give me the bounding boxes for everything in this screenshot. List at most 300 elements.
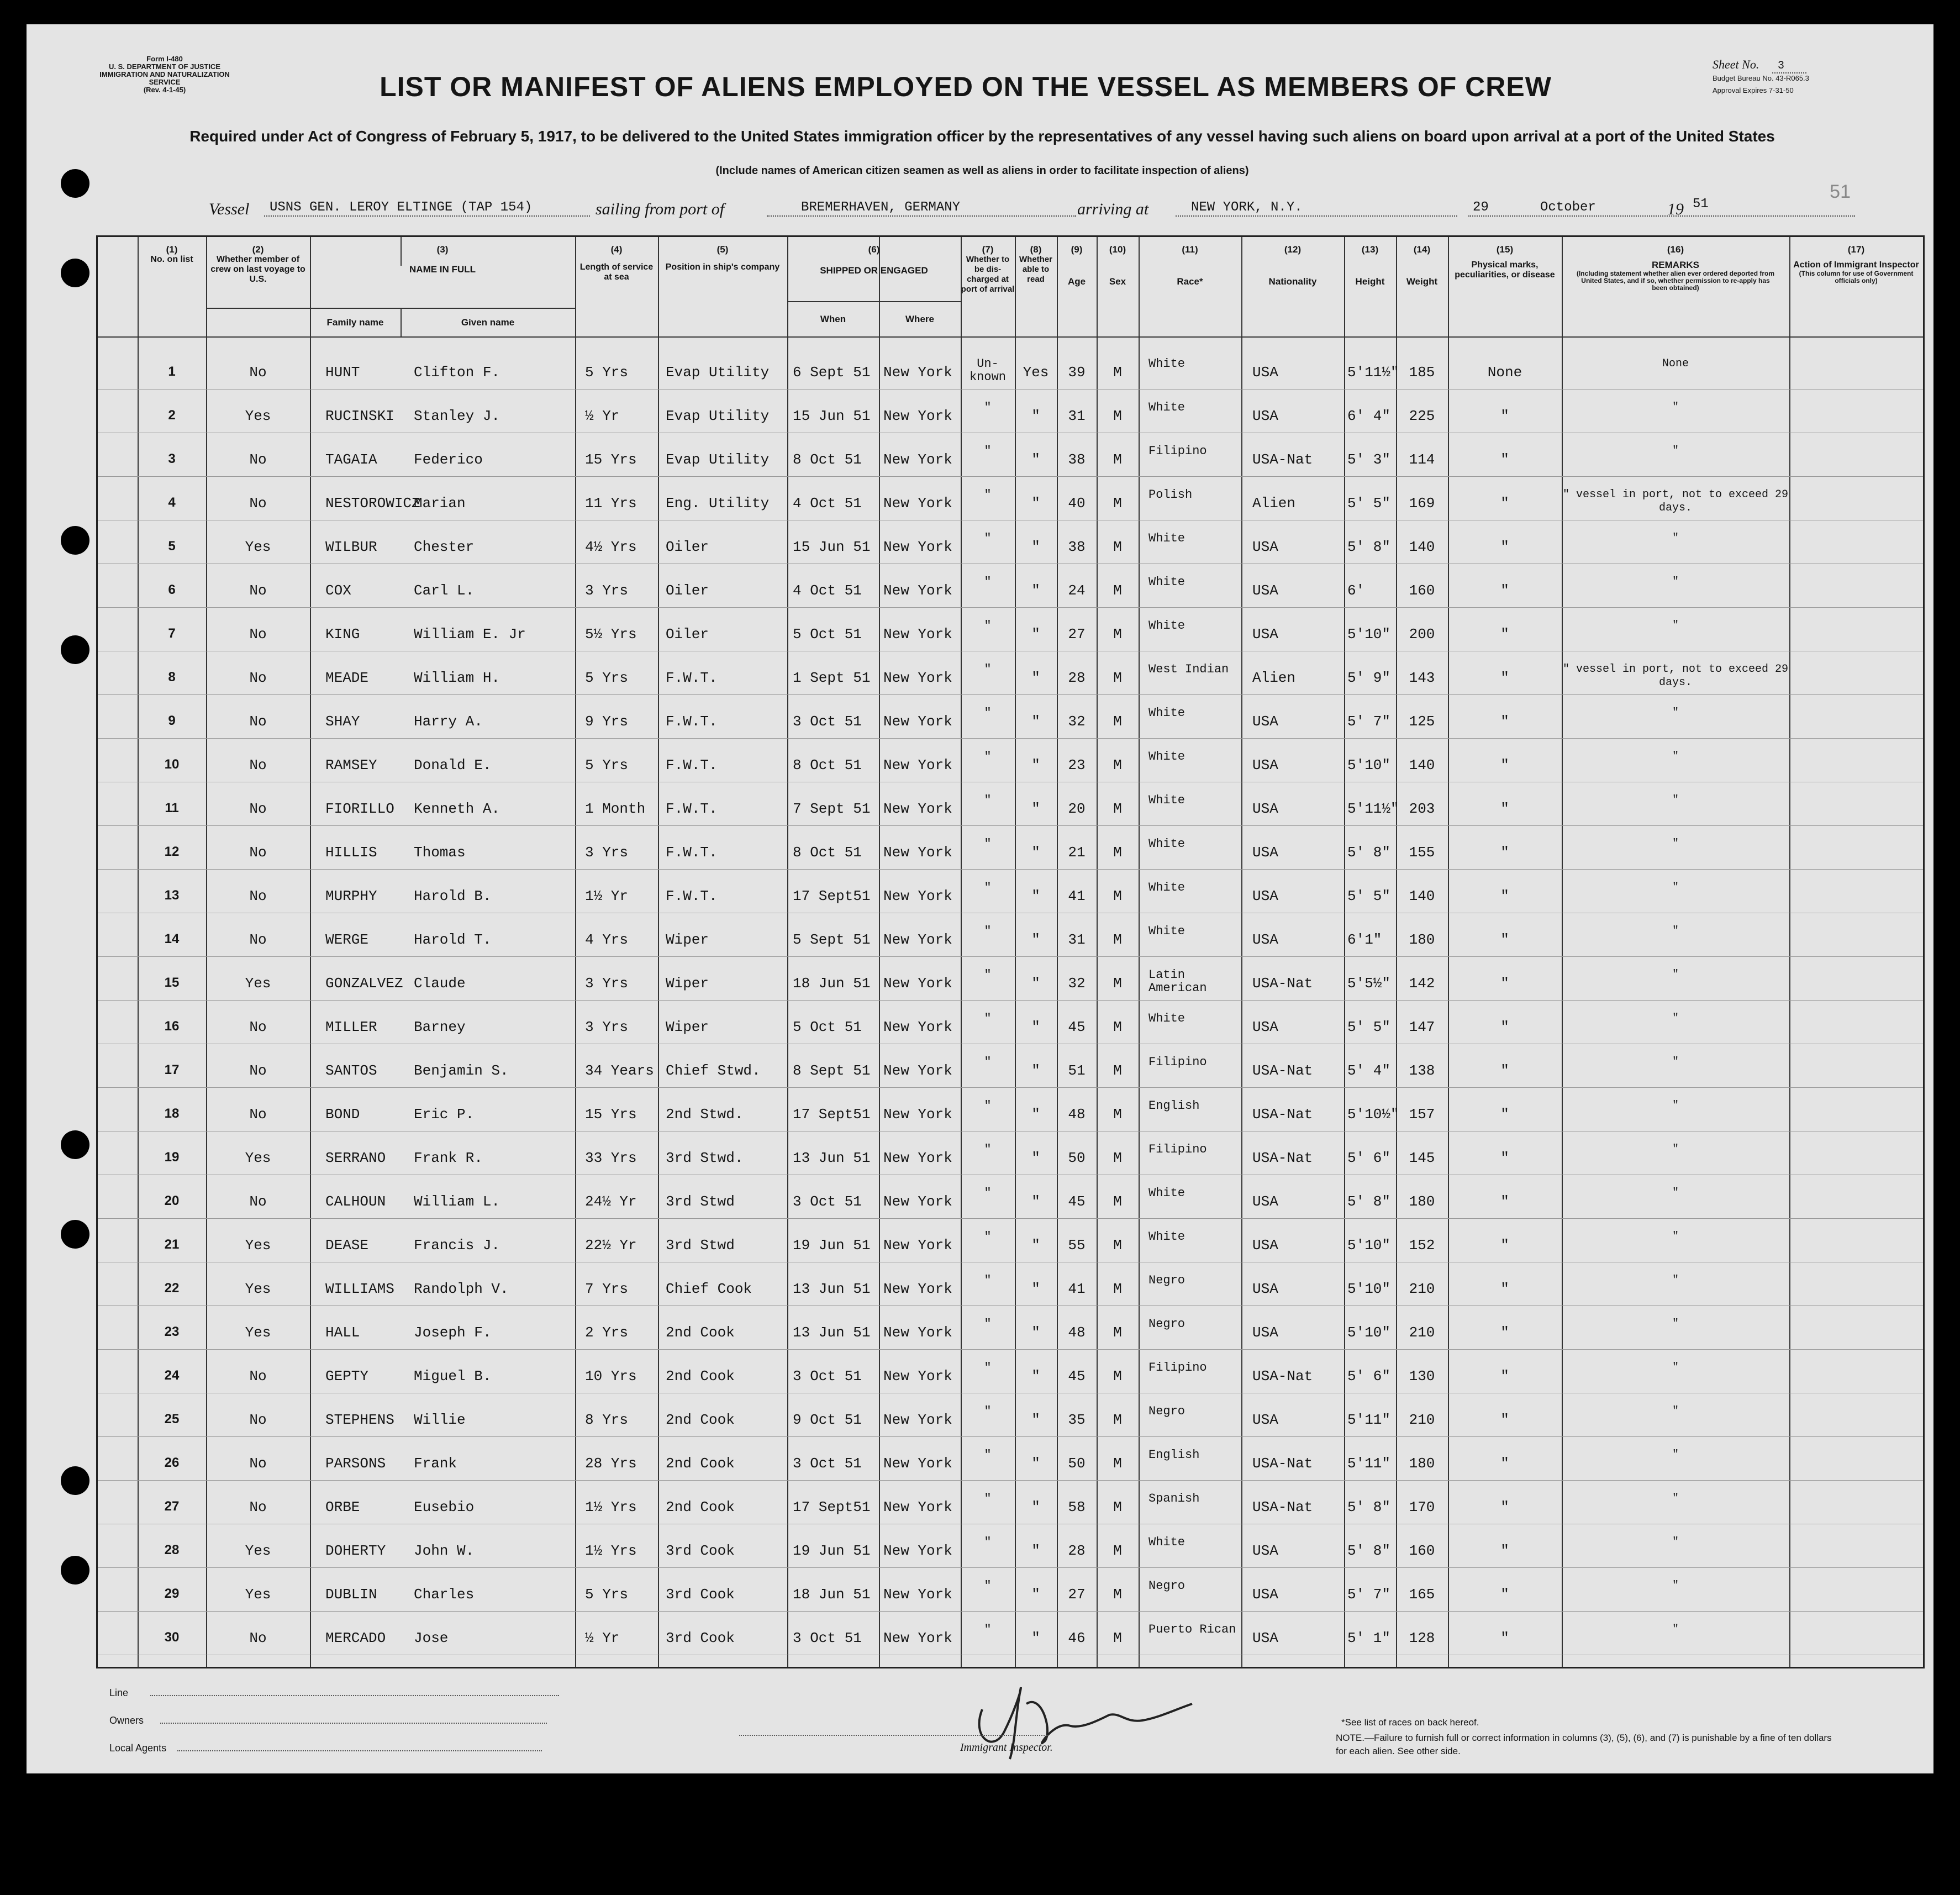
cell-height: 5' 8" bbox=[1347, 1193, 1391, 1210]
races-note: *See list of races on back hereof. bbox=[1341, 1717, 1479, 1728]
cell-given: William E. Jr bbox=[414, 626, 526, 643]
cell-given: Barney bbox=[414, 1019, 466, 1035]
punch-hole bbox=[61, 169, 89, 198]
cell-no: 13 bbox=[164, 888, 180, 903]
cell-disch: " bbox=[984, 1623, 992, 1636]
cell-height: 5'10" bbox=[1347, 1281, 1391, 1297]
cell-where: New York bbox=[883, 495, 952, 512]
cell-service: 1 Month bbox=[585, 801, 646, 817]
fine-note: NOTE.—Failure to furnish full or correct information in columns (3), (5), (6), and (7) is punishable by a fine of ten dollars for each alien. See other side. bbox=[1336, 1733, 1832, 1756]
cell-position: 3rd Cook bbox=[666, 1586, 735, 1603]
cell-no: 20 bbox=[164, 1193, 180, 1208]
cell-prev: Yes bbox=[245, 1237, 271, 1254]
cell-race: White bbox=[1148, 575, 1186, 589]
col-header-nationality: (12) Nationality bbox=[1268, 244, 1317, 287]
cell-prev: Yes bbox=[245, 1150, 271, 1166]
cell-when: 5 Oct 51 bbox=[793, 1019, 862, 1035]
cell-marks: " bbox=[1500, 1455, 1509, 1472]
cell-weight: 157 bbox=[1409, 1106, 1435, 1123]
cell-age: 28 bbox=[1068, 1543, 1086, 1559]
inspector-signature bbox=[960, 1671, 1198, 1770]
cell-weight: 140 bbox=[1409, 888, 1435, 904]
cell-disch: " bbox=[984, 575, 992, 589]
cell-remarks: " bbox=[1672, 619, 1679, 632]
cell-prev: No bbox=[249, 888, 267, 904]
cell-position: 3rd Stwd bbox=[666, 1237, 735, 1254]
cell-sex: M bbox=[1113, 539, 1122, 555]
cell-prev: No bbox=[249, 495, 267, 512]
cell-sex: M bbox=[1113, 931, 1122, 948]
cell-age: 24 bbox=[1068, 582, 1086, 599]
sheet-label: Sheet No. bbox=[1713, 57, 1759, 71]
cell-read: " bbox=[1031, 1019, 1040, 1035]
cell-sex: M bbox=[1113, 451, 1122, 468]
cell-race: Negro bbox=[1148, 1404, 1186, 1418]
cell-family: NESTOROWICZ bbox=[325, 495, 420, 512]
cell-remarks: " bbox=[1672, 1012, 1679, 1025]
cell-age: 20 bbox=[1068, 801, 1086, 817]
cell-height: 5' 1" bbox=[1347, 1630, 1391, 1646]
cell-where: New York bbox=[883, 670, 952, 686]
cell-position: Evap Utility bbox=[666, 364, 770, 381]
cell-sex: M bbox=[1113, 1499, 1122, 1515]
cell-weight: 225 bbox=[1409, 408, 1435, 424]
cell-service: 8 Yrs bbox=[585, 1412, 629, 1428]
cell-race: White bbox=[1148, 357, 1186, 371]
col-header-read: (8) Whether able to read bbox=[1019, 244, 1052, 284]
cell-given: Frank R. bbox=[414, 1150, 483, 1166]
cell-height: 5'11½" bbox=[1347, 801, 1399, 817]
cell-position: 2nd Cook bbox=[666, 1368, 735, 1385]
cell-disch: " bbox=[984, 793, 992, 807]
cell-remarks: " vessel in port, not to exceed 29 days. bbox=[1562, 663, 1789, 689]
cell-weight: 130 bbox=[1409, 1368, 1435, 1385]
cell-prev: Yes bbox=[245, 408, 271, 424]
cell-remarks: " bbox=[1672, 707, 1679, 719]
punch-hole bbox=[61, 1466, 89, 1495]
cell-where: New York bbox=[883, 539, 952, 555]
cell-remarks: " bbox=[1672, 1536, 1679, 1549]
cell-position: Wiper bbox=[666, 975, 709, 992]
inspector-line bbox=[739, 1735, 1049, 1736]
cell-prev: Yes bbox=[245, 1281, 271, 1297]
cell-disch: " bbox=[984, 1012, 992, 1025]
cell-age: 32 bbox=[1068, 975, 1086, 992]
cell-read: " bbox=[1031, 1193, 1040, 1210]
cell-where: New York bbox=[883, 1237, 952, 1254]
cell-marks: " bbox=[1500, 1281, 1509, 1297]
cell-when: 9 Oct 51 bbox=[793, 1412, 862, 1428]
cell-sex: M bbox=[1113, 582, 1122, 599]
cell-age: 38 bbox=[1068, 539, 1086, 555]
form-rev: (Rev. 4-1-45) bbox=[143, 86, 186, 94]
cell-disch: " bbox=[984, 444, 992, 458]
cell-where: New York bbox=[883, 1586, 952, 1603]
col-header-weight: (14) Weight bbox=[1406, 244, 1438, 287]
cell-sex: M bbox=[1113, 713, 1122, 730]
cell-age: 46 bbox=[1068, 1630, 1086, 1646]
cell-weight: 125 bbox=[1409, 713, 1435, 730]
cell-sex: M bbox=[1113, 801, 1122, 817]
cell-nat: USA bbox=[1252, 1237, 1278, 1254]
cell-when: 5 Sept 51 bbox=[793, 931, 871, 948]
cell-age: 27 bbox=[1068, 626, 1086, 643]
cell-race: Spanish bbox=[1148, 1492, 1200, 1506]
cell-where: New York bbox=[883, 1543, 952, 1559]
cell-service: 4½ Yrs bbox=[585, 539, 637, 555]
cell-sex: M bbox=[1113, 757, 1122, 773]
cell-age: 50 bbox=[1068, 1150, 1086, 1166]
cell-weight: 155 bbox=[1409, 844, 1435, 861]
cell-disch: " bbox=[984, 1143, 992, 1156]
cell-service: 22½ Yr bbox=[585, 1237, 637, 1254]
cell-where: New York bbox=[883, 582, 952, 599]
cell-given: Clifton F. bbox=[414, 364, 500, 381]
cell-nat: USA bbox=[1252, 408, 1278, 424]
cell-weight: 170 bbox=[1409, 1499, 1435, 1515]
cell-when: 18 Jun 51 bbox=[793, 975, 871, 992]
cell-position: F.W.T. bbox=[666, 713, 718, 730]
cell-age: 55 bbox=[1068, 1237, 1086, 1254]
cell-nat: USA-Nat bbox=[1252, 451, 1313, 468]
cell-service: 1½ Yr bbox=[585, 888, 629, 904]
cell-race: West Indian bbox=[1148, 662, 1229, 676]
cell-position: Oiler bbox=[666, 582, 709, 599]
cell-disch: " bbox=[984, 1535, 992, 1549]
cell-marks: " bbox=[1500, 1630, 1509, 1646]
cell-weight: 160 bbox=[1409, 1543, 1435, 1559]
cell-service: ½ Yr bbox=[585, 408, 620, 424]
cell-when: 13 Jun 51 bbox=[793, 1324, 871, 1341]
cell-given: Benjamin S. bbox=[414, 1062, 509, 1079]
cell-no: 2 bbox=[168, 408, 176, 423]
cell-when: 15 Jun 51 bbox=[793, 539, 871, 555]
cell-weight: 152 bbox=[1409, 1237, 1435, 1254]
cell-when: 4 Oct 51 bbox=[793, 495, 862, 512]
cell-height: 5'10" bbox=[1347, 626, 1391, 643]
cell-nat: USA-Nat bbox=[1252, 975, 1313, 992]
cell-service: 5 Yrs bbox=[585, 364, 629, 381]
cell-disch: Un-known bbox=[969, 357, 1006, 384]
cell-height: 5' 5" bbox=[1347, 1019, 1391, 1035]
cell-no: 9 bbox=[168, 713, 176, 728]
cell-family: HILLIS bbox=[325, 844, 377, 861]
cell-sex: M bbox=[1113, 975, 1122, 992]
cell-weight: 180 bbox=[1409, 1193, 1435, 1210]
cell-race: White bbox=[1148, 1186, 1186, 1200]
cell-given: Francis J. bbox=[414, 1237, 500, 1254]
cell-marks: " bbox=[1500, 670, 1509, 686]
cell-given: Joseph F. bbox=[414, 1324, 492, 1341]
cell-height: 5' 6" bbox=[1347, 1150, 1391, 1166]
cell-disch: " bbox=[984, 1579, 992, 1593]
cell-service: 1½ Yrs bbox=[585, 1499, 637, 1515]
cell-family: WERGE bbox=[325, 931, 369, 948]
voyage-line bbox=[209, 197, 1811, 225]
cell-weight: 165 bbox=[1409, 1586, 1435, 1603]
cell-given: John W. bbox=[414, 1543, 475, 1559]
col-header-remarks: (16) REMARKS (Including statement whether alien ever ordered deported from United States, and if so, whether permission to re-apply has been obtained) bbox=[1576, 244, 1775, 292]
cell-age: 41 bbox=[1068, 1281, 1086, 1297]
cell-prev: No bbox=[249, 1368, 267, 1385]
cell-position: 3rd Cook bbox=[666, 1543, 735, 1559]
cell-family: SERRANO bbox=[325, 1150, 386, 1166]
cell-service: 15 Yrs bbox=[585, 451, 637, 468]
cell-disch: " bbox=[984, 531, 992, 545]
cell-nat: USA-Nat bbox=[1252, 1368, 1313, 1385]
cell-age: 21 bbox=[1068, 844, 1086, 861]
cell-height: 5' 6" bbox=[1347, 1368, 1391, 1385]
cell-position: F.W.T. bbox=[666, 844, 718, 861]
cell-when: 19 Jun 51 bbox=[793, 1237, 871, 1254]
cell-when: 13 Jun 51 bbox=[793, 1281, 871, 1297]
cell-race: White bbox=[1148, 1230, 1186, 1244]
cell-remarks: " bbox=[1672, 1143, 1679, 1156]
cell-where: New York bbox=[883, 408, 952, 424]
cell-disch: " bbox=[984, 1186, 992, 1200]
cell-race: White bbox=[1148, 1012, 1186, 1025]
cell-remarks: " bbox=[1672, 1405, 1679, 1418]
cell-no: 29 bbox=[164, 1586, 180, 1601]
col-header-when: When bbox=[820, 314, 846, 324]
subnote: (Include names of American citizen seamen as well as aliens in order to facilitate inspection of aliens) bbox=[715, 165, 1249, 177]
cell-remarks: " bbox=[1672, 1361, 1679, 1374]
cell-prev: Yes bbox=[245, 539, 271, 555]
cell-marks: " bbox=[1500, 931, 1509, 948]
cell-height: 5' 5" bbox=[1347, 495, 1391, 512]
cell-prev: No bbox=[249, 1412, 267, 1428]
cell-nat: USA bbox=[1252, 626, 1278, 643]
punch-hole bbox=[61, 1220, 89, 1249]
cell-height: 5'10½" bbox=[1347, 1106, 1399, 1123]
cell-family: DOHERTY bbox=[325, 1543, 386, 1559]
cell-read: " bbox=[1031, 582, 1040, 599]
cell-position: 2nd Cook bbox=[666, 1412, 735, 1428]
cell-age: 45 bbox=[1068, 1019, 1086, 1035]
cell-service: 9 Yrs bbox=[585, 713, 629, 730]
cell-where: New York bbox=[883, 1368, 952, 1385]
cell-when: 8 Sept 51 bbox=[793, 1062, 871, 1079]
cell-disch: " bbox=[984, 881, 992, 894]
cell-where: New York bbox=[883, 713, 952, 730]
cell-given: Eric P. bbox=[414, 1106, 475, 1123]
cell-where: New York bbox=[883, 1019, 952, 1035]
col-header-shipped: (6) SHIPPED OR ENGAGED bbox=[820, 244, 928, 276]
cell-nat: USA bbox=[1252, 757, 1278, 773]
cell-marks: " bbox=[1500, 1062, 1509, 1079]
cell-given: Kenneth A. bbox=[414, 801, 500, 817]
cell-disch: " bbox=[984, 968, 992, 982]
cell-position: 2nd Cook bbox=[666, 1455, 735, 1472]
cell-family: HALL bbox=[325, 1324, 360, 1341]
cell-weight: 140 bbox=[1409, 757, 1435, 773]
cell-prev: Yes bbox=[245, 1586, 271, 1603]
cell-read: " bbox=[1031, 1237, 1040, 1254]
cell-prev: No bbox=[249, 626, 267, 643]
cell-when: 7 Sept 51 bbox=[793, 801, 871, 817]
cell-when: 17 Sept51 bbox=[793, 1106, 871, 1123]
cell-where: New York bbox=[883, 1150, 952, 1166]
cell-family: DUBLIN bbox=[325, 1586, 377, 1603]
cell-read: " bbox=[1031, 975, 1040, 992]
cell-family: SANTOS bbox=[325, 1062, 377, 1079]
cell-age: 45 bbox=[1068, 1368, 1086, 1385]
cell-height: 5'10" bbox=[1347, 757, 1391, 773]
cell-service: 3 Yrs bbox=[585, 844, 629, 861]
cell-disch: " bbox=[984, 1055, 992, 1069]
cell-service: 5 Yrs bbox=[585, 757, 629, 773]
cell-read: " bbox=[1031, 1150, 1040, 1166]
cell-height: 5'11" bbox=[1347, 1455, 1391, 1472]
cell-nat: USA bbox=[1252, 364, 1278, 381]
cell-prev: No bbox=[249, 582, 267, 599]
punch-hole bbox=[61, 259, 89, 287]
cell-remarks: " bbox=[1672, 576, 1679, 588]
cell-marks: " bbox=[1500, 1106, 1509, 1123]
cell-service: 10 Yrs bbox=[585, 1368, 637, 1385]
budget-bureau: Budget Bureau No. 43-R065.3 bbox=[1713, 74, 1809, 82]
cell-read: Yes bbox=[1023, 364, 1049, 381]
inspector-label: Immigrant Inspector. bbox=[960, 1741, 1053, 1754]
form-identifier bbox=[93, 55, 236, 94]
cell-prev: No bbox=[249, 1062, 267, 1079]
cell-no: 15 bbox=[164, 975, 180, 990]
cell-age: 27 bbox=[1068, 1586, 1086, 1603]
cell-height: 5'11" bbox=[1347, 1412, 1391, 1428]
cell-race: White bbox=[1148, 706, 1186, 720]
cell-given: Jose bbox=[414, 1630, 449, 1646]
cell-remarks: " bbox=[1672, 881, 1679, 894]
arriving-label: arriving at bbox=[1077, 200, 1149, 218]
cell-prev: No bbox=[249, 931, 267, 948]
cell-sex: M bbox=[1113, 626, 1122, 643]
cell-read: " bbox=[1031, 1499, 1040, 1515]
cell-family: COX bbox=[325, 582, 351, 599]
cell-read: " bbox=[1031, 539, 1040, 555]
cell-prev: No bbox=[249, 757, 267, 773]
cell-age: 41 bbox=[1068, 888, 1086, 904]
cell-disch: " bbox=[984, 1404, 992, 1418]
cell-sex: M bbox=[1113, 1150, 1122, 1166]
cell-given: Harold B. bbox=[414, 888, 492, 904]
cell-race: Filipino bbox=[1148, 1055, 1207, 1069]
cell-sex: M bbox=[1113, 1281, 1122, 1297]
cell-no: 1 bbox=[168, 364, 176, 379]
cell-where: New York bbox=[883, 1412, 952, 1428]
cell-marks: " bbox=[1500, 1193, 1509, 1210]
cell-family: PARSONS bbox=[325, 1455, 386, 1472]
cell-no: 23 bbox=[164, 1324, 180, 1339]
form-service: IMMIGRATION AND NATURALIZATION SERVICE bbox=[99, 70, 230, 86]
cell-service: 33 Yrs bbox=[585, 1150, 637, 1166]
cell-when: 6 Sept 51 bbox=[793, 364, 871, 381]
cell-remarks: " bbox=[1672, 838, 1679, 850]
cell-remarks: " bbox=[1672, 1230, 1679, 1243]
cell-marks: " bbox=[1500, 1324, 1509, 1341]
cell-given: Randolph V. bbox=[414, 1281, 509, 1297]
cell-read: " bbox=[1031, 1106, 1040, 1123]
cell-service: ½ Yr bbox=[585, 1630, 620, 1646]
subtitle: Required under Act of Congress of February 5, 1917, to be delivered to the United States immigration officer by the representatives of any vessel having such aliens on board upon arrival at a port of the United States bbox=[189, 128, 1775, 145]
cell-read: " bbox=[1031, 1062, 1040, 1079]
cell-given: William H. bbox=[414, 670, 500, 686]
cell-family: HUNT bbox=[325, 364, 360, 381]
cell-race: White bbox=[1148, 401, 1186, 414]
cell-where: New York bbox=[883, 757, 952, 773]
cell-nat: USA-Nat bbox=[1252, 1455, 1313, 1472]
cell-no: 24 bbox=[164, 1368, 180, 1383]
cell-disch: " bbox=[984, 1317, 992, 1331]
cell-nat: USA bbox=[1252, 888, 1278, 904]
cell-remarks: " bbox=[1672, 1449, 1679, 1461]
cell-disch: " bbox=[984, 488, 992, 502]
col-header-family: Family name bbox=[326, 317, 384, 328]
from-port: BREMERHAVEN, GERMANY bbox=[801, 200, 961, 215]
cell-family: MURPHY bbox=[325, 888, 377, 904]
cell-marks: " bbox=[1500, 844, 1509, 861]
cell-age: 51 bbox=[1068, 1062, 1086, 1079]
punch-hole bbox=[61, 635, 89, 664]
cell-sex: M bbox=[1113, 1193, 1122, 1210]
cell-remarks: " bbox=[1672, 968, 1679, 981]
cell-remarks: " bbox=[1672, 1187, 1679, 1199]
cell-position: F.W.T. bbox=[666, 888, 718, 904]
cell-read: " bbox=[1031, 888, 1040, 904]
cell-age: 40 bbox=[1068, 495, 1086, 512]
cell-weight: 180 bbox=[1409, 931, 1435, 948]
cell-marks: " bbox=[1500, 451, 1509, 468]
col-header-sex: (10) Sex bbox=[1109, 244, 1126, 287]
cell-read: " bbox=[1031, 1281, 1040, 1297]
cell-marks: " bbox=[1500, 582, 1509, 599]
cell-age: 31 bbox=[1068, 931, 1086, 948]
cell-age: 50 bbox=[1068, 1455, 1086, 1472]
cell-height: 6' bbox=[1347, 582, 1365, 599]
cell-position: F.W.T. bbox=[666, 670, 718, 686]
cell-when: 17 Sept51 bbox=[793, 888, 871, 904]
cell-height: 5' 8" bbox=[1347, 844, 1391, 861]
from-label: sailing from port of bbox=[596, 200, 725, 218]
cell-marks: " bbox=[1500, 757, 1509, 773]
cell-prev: No bbox=[249, 364, 267, 381]
cell-position: Chief Cook bbox=[666, 1281, 752, 1297]
cell-age: 31 bbox=[1068, 408, 1086, 424]
cell-service: 4 Yrs bbox=[585, 931, 629, 948]
cell-when: 15 Jun 51 bbox=[793, 408, 871, 424]
cell-disch: " bbox=[984, 924, 992, 938]
cell-family: MEADE bbox=[325, 670, 369, 686]
cell-given: Miguel B. bbox=[414, 1368, 492, 1385]
cell-marks: " bbox=[1500, 1150, 1509, 1166]
cell-when: 8 Oct 51 bbox=[793, 844, 862, 861]
cell-when: 18 Jun 51 bbox=[793, 1586, 871, 1603]
arriving-port: NEW YORK, N.Y. bbox=[1191, 200, 1303, 215]
cell-age: 39 bbox=[1068, 364, 1086, 381]
cell-given: Donald E. bbox=[414, 757, 492, 773]
col-header-position: (5) Position in ship's company bbox=[665, 244, 780, 272]
cell-height: 5'10" bbox=[1347, 1324, 1391, 1341]
cell-height: 5' 3" bbox=[1347, 451, 1391, 468]
cell-when: 3 Oct 51 bbox=[793, 1193, 862, 1210]
cell-nat: USA-Nat bbox=[1252, 1062, 1313, 1079]
cell-where: New York bbox=[883, 975, 952, 992]
cell-nat: USA bbox=[1252, 1193, 1278, 1210]
cell-when: 3 Oct 51 bbox=[793, 1368, 862, 1385]
cell-height: 5' 8" bbox=[1347, 539, 1391, 555]
cell-weight: 147 bbox=[1409, 1019, 1435, 1035]
col-header-prev: (2) Whether member of crew on last voyage to U.S. bbox=[210, 244, 305, 284]
cell-where: New York bbox=[883, 1455, 952, 1472]
